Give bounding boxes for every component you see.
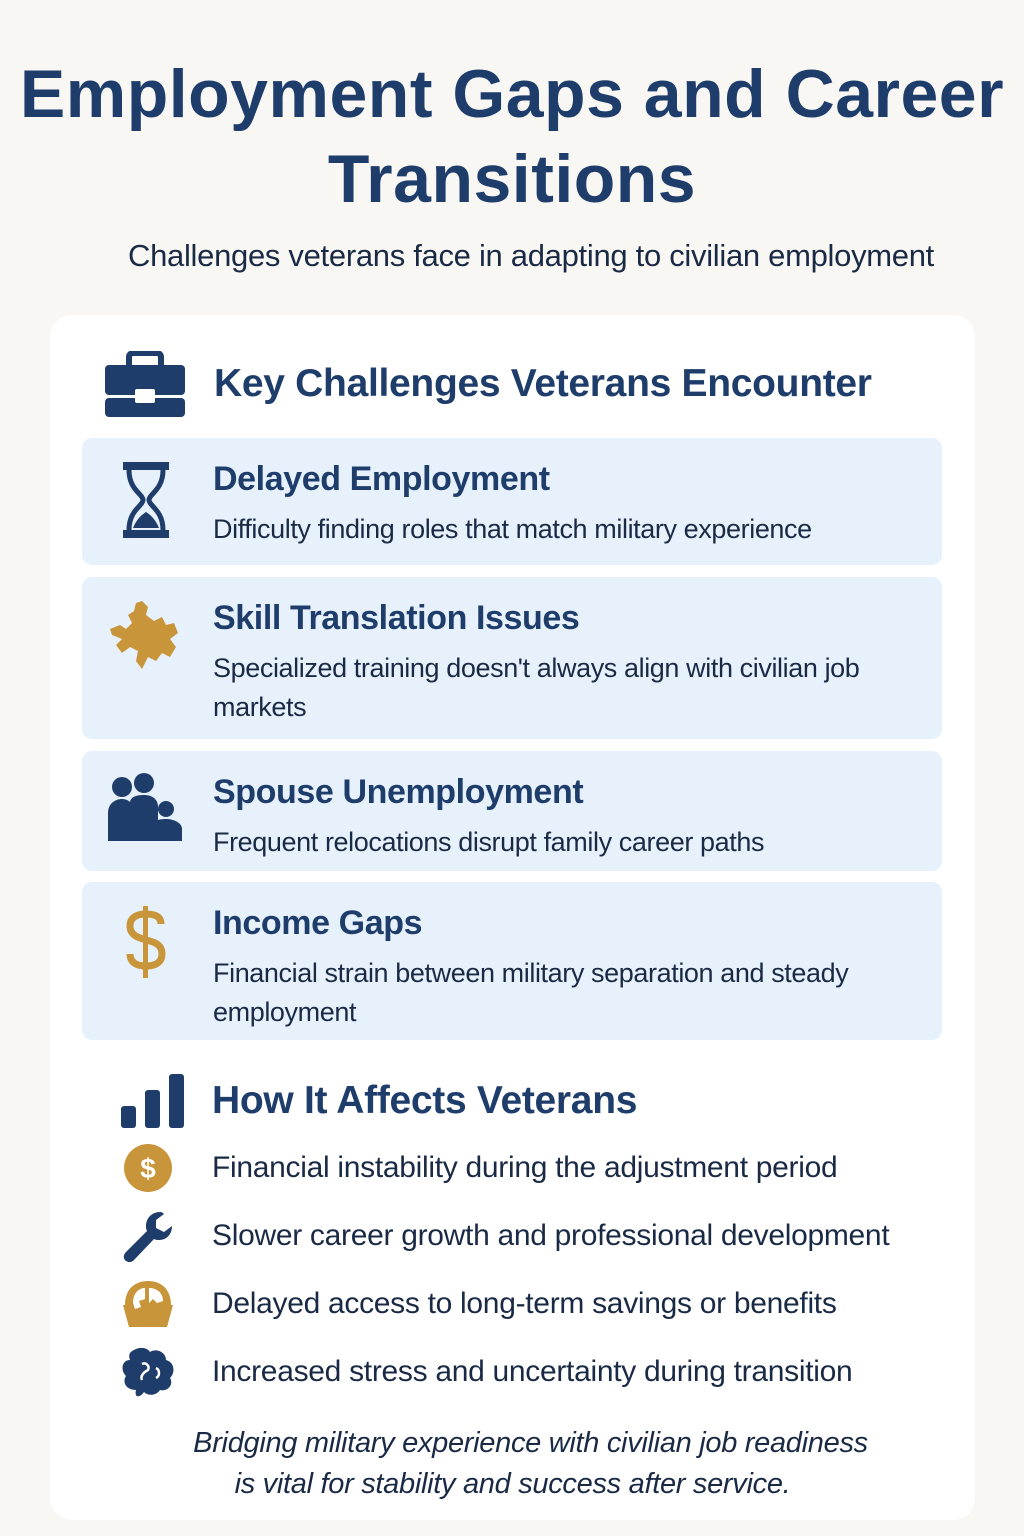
wrench-icon <box>120 1208 176 1264</box>
briefcase-icon <box>104 351 186 417</box>
challenge-card-skill-translation <box>82 577 942 739</box>
savings-basket-icon <box>120 1276 176 1332</box>
page-subtitle: Challenges veterans face in adapting to civilian employment <box>128 238 934 273</box>
brain-icon <box>120 1344 176 1400</box>
content-panel <box>50 315 975 1520</box>
dollar-coin-icon <box>120 1140 176 1196</box>
family-icon <box>106 773 186 853</box>
svg-text:$: $ <box>140 1153 156 1184</box>
challenge-description: Frequent relocations disrupt family career paths <box>213 827 765 857</box>
challenges-heading <box>104 351 872 417</box>
page-title: Employment Gaps and Career Transitions <box>19 56 1005 217</box>
effect-item <box>120 1140 837 1196</box>
challenge-card-income-gaps <box>82 882 942 1040</box>
challenge-card-delayed-employment <box>82 438 942 565</box>
bar-chart-icon <box>120 1073 188 1129</box>
effect-item <box>120 1276 837 1332</box>
challenge-title: Spouse Unemployment <box>213 773 584 811</box>
puzzle-piece-icon <box>106 599 186 679</box>
effect-item <box>120 1344 852 1400</box>
effect-item <box>120 1208 889 1264</box>
challenge-title: Delayed Employment <box>213 460 550 498</box>
challenges-heading-label: Key Challenges Veterans Encounter <box>214 362 872 405</box>
closing-line-1: Bridging military experience with civilian job readiness <box>193 1427 868 1459</box>
challenge-title: Income Gaps <box>213 904 423 942</box>
effects-heading <box>120 1073 637 1129</box>
effect-text: Slower career growth and professional development <box>212 1219 890 1252</box>
effect-text: Delayed access to long-term savings or benefits <box>212 1287 837 1320</box>
effects-heading-label: How It Affects Veterans <box>212 1079 638 1122</box>
challenge-title: Skill Translation Issues <box>213 599 580 637</box>
effect-text: Increased stress and uncertainty during transition <box>212 1355 853 1388</box>
challenge-description: Specialized training doesn't always align with civilian job markets <box>213 653 860 722</box>
challenge-description: Financial strain between military separation and steady employment <box>213 958 849 1027</box>
challenge-description: Difficulty finding roles that match military experience <box>213 514 812 544</box>
dollar-sign-icon <box>116 906 176 986</box>
closing-statement <box>50 1423 975 1505</box>
effect-text: Financial instability during the adjustment period <box>212 1151 838 1184</box>
closing-line-2: is vital for stability and success after service. <box>234 1468 791 1500</box>
hourglass-icon <box>116 460 176 540</box>
challenge-card-spouse-unemployment <box>82 751 942 871</box>
